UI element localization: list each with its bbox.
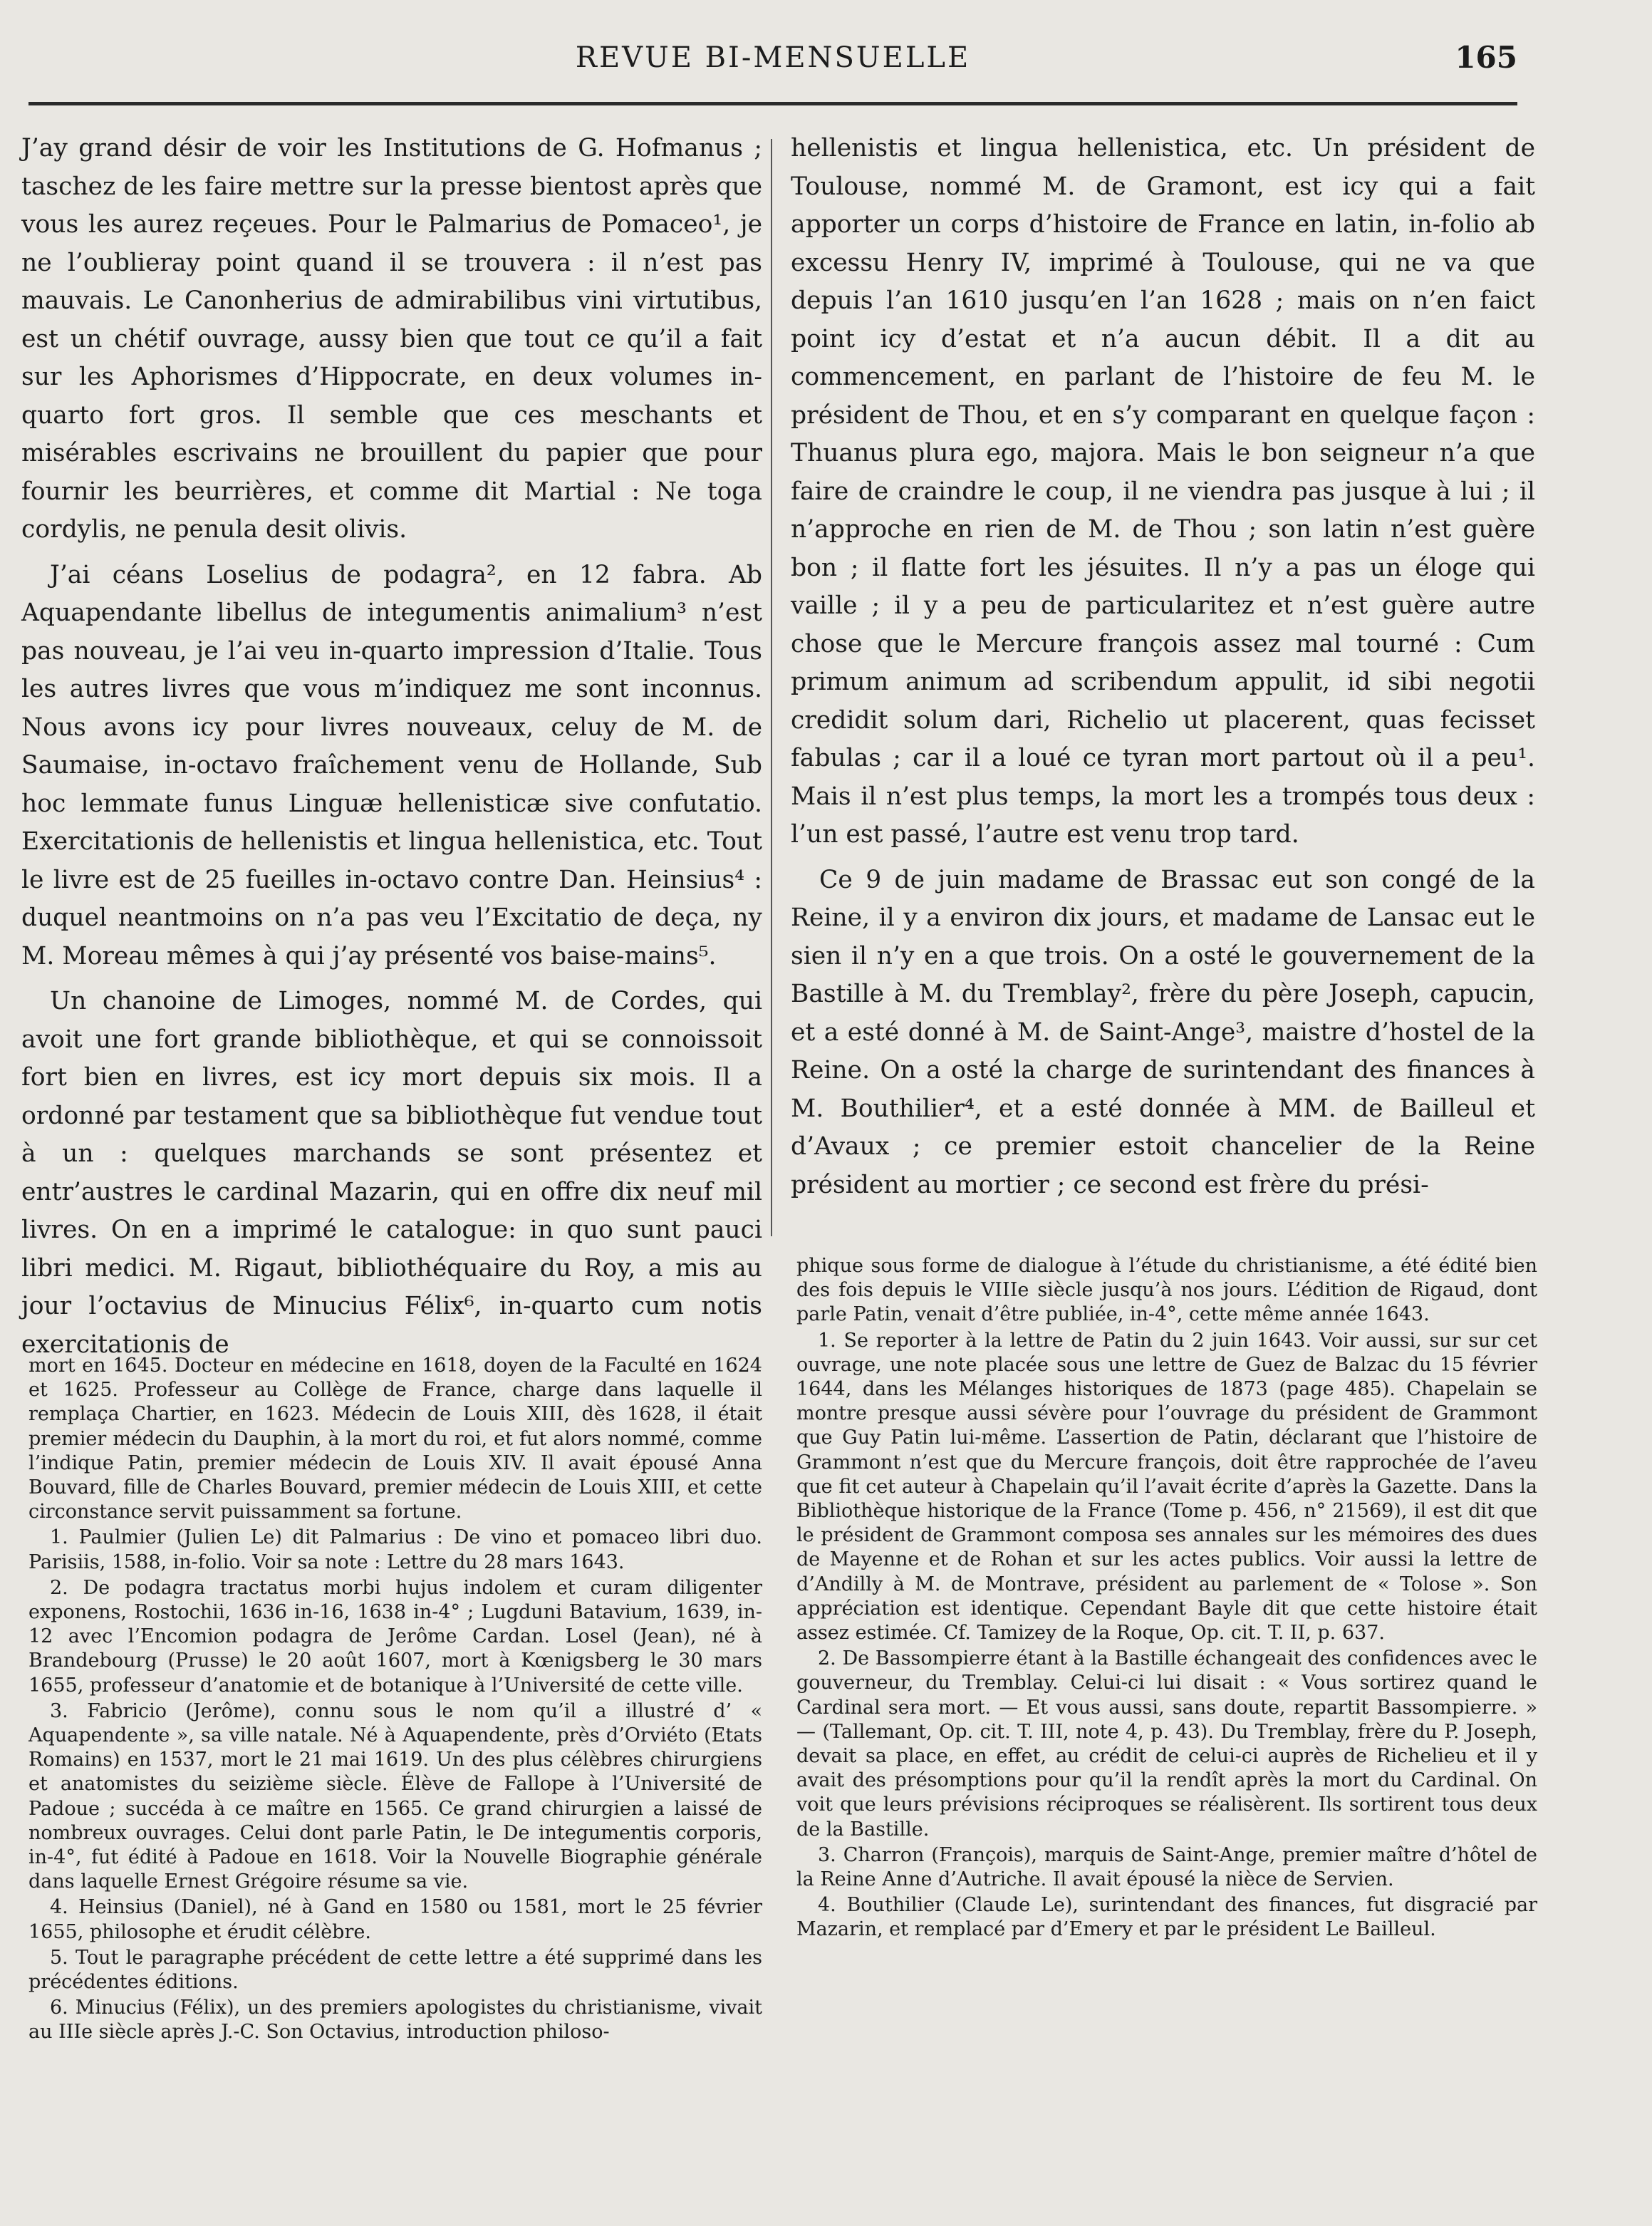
footnote: 4. Heinsius (Daniel), né à Gand en 1580 ou 1581, mort le 25 février 1655, philosophe et érudit célèbre. [28,1896,762,1943]
footnote: 2. De podagra tractatus morbi hujus indolem et curam diligenter exponens, Rostochii, 1636 in-16, 1638 in-4° ; Lugduni Batavium, 1639, in-12 avec l’Encomion podagra de Jerôme Cardan. Losel (Jean), né à Brandebourg (Prusse) le 20 août 1607, mort à Kœnigsberg le 30 mars 1655, professeur d’anatomie et de botanique à l’Université de cette ville. [28,1576,762,1697]
footnote: 5. Tout le paragraphe précédent de cette lettre a été supprimé dans les précédentes éditions. [28,1946,762,1994]
right-column [791,130,1535,1227]
footnote: 4. Bouthilier (Claude Le), surintendant des finances, fut disgracié par Mazarin, et remplacé par d’Emery et par le président Le Bailleul. [796,1894,1537,1941]
footnote: 2. De Bassompierre étant à la Bastille échangeait des confidences avec le gouverneur, du Tremblay. Celui-ci lui disait : « Vous sortirez quand le Cardinal sera mort. — Et vous aussi, sans doute, repartit Bassompierre. » — (Tallemant, Op. cit. T. III, note 4, p. 43). Du Tremblay, frère du P. Joseph, devait sa place, en effet, au crédit de celui-ci auprès de Richelieu et il y avait des présomptions pour qu’il la rendît après la mort du Cardinal. On voit que leurs prévisions réciproques se réalisèrent. Ils sortirent tous deux de la Bastille. [796,1647,1537,1841]
footnote: 1. Se reporter à la lettre de Patin du 2 juin 1643. Voir aussi, sur sur cet ouvrage, une note placée sous une lettre de Guez de Balzac du 15 février 1644, dans les Mélanges historiques de 1873 (page 485). Chapelain se montre presque aussi sévère pour l’ouvrage du président de Grammont que Guy Patin lui-même. L’assertion de Patin, déclarant que l’histoire de Grammont n’est que du Mercure françois, doit être rapprochée de l’aveu que fit cet auteur à Chapelain qu’il l’avait écrite d’après la Gazette. Dans la Bibliothèque historique de la France (Tome p. 456, n° 21569), il est dit que le président de Grammont composa ses annales sur les mémoires des dues de Mayenne et de Rohan et sur les actes publics. Voir aussi la lettre de d’Andilly à M. de Montrave, président au parlement de « Tolose ». Son appréciation est identique. Cependant Bayle dit que cette histoire était assez estimée. Cf. Tamizey de la Roque, Op. cit. T. II, p. 637. [796,1329,1537,1645]
footnotes-right [796,1254,1537,2209]
body-paragraph: Un chanoine de Limoges, nommé M. de Cordes, qui avoit une fort grande bibliothèque, et qui se connoissoit fort bien en livres, est icy mort depuis six mois. Il a ordonné par testament que sa bibliothèque fut vendue tout à un : quelques marchands se sont présentez et entr’austres le cardinal Mazarin, qui en offre dix neuf mil livres. On en a imprimé le catalogue: in quo sunt pauci libri medici. M. Rigaut, bibliothéquaire du Roy, a mis au jour l’octavius de Minucius Félix⁶, in-quarto cum notis exercitationis de [21,987,762,1359]
footnote: 6. Minucius (Félix), un des premiers apologistes du christianisme, vivait au IIIe siècle après J.-C. Son Octavius, introduction philoso- [28,1997,762,2044]
body-paragraph: J’ay grand désir de voir les Institutions de G. Hofmanus ; taschez de les faire mettre sur la presse bientost après que vous les aurez reçeues. Pour le Palmarius de Pomaceo¹, je ne l’oublieray point quand il se trouvera : il n’est pas mauvais. Le Canonherius de admirabilibus vini virtutibus, est un chétif ouvrage, aussy bien que tout ce qu’il a fait sur les Aphorismes d’Hippocrate, en deux volumes in-quarto fort gros. Il semble que ces meschants et misérables escrivains ne brouillent du papier que pour fournir les beurrières, et comme dit Martial : Ne toga cordylis, ne penula desit olivis. [21,134,762,544]
footnote: phique sous forme de dialogue à l’étude du christianisme, a été édité bien des fois depuis le VIIIe siècle jusqu’à nos jours. L’édition de Rigaud, dont parle Patin, venait d’être publiée, in-4°, cette même année 1643. [796,1255,1537,1326]
running-title: REVUE BI-MENSUELLE [575,41,971,74]
left-column [21,130,762,1359]
footnote: 1. Paulmier (Julien Le) dit Palmarius : De vino et pomaceo libri duo. Parisiis, 1588, in-folio. Voir sa note : Lettre du 28 mars 1643. [28,1526,762,1573]
footnotes-left [28,1354,762,2209]
body-paragraph: hellenistis et lingua hellenistica, etc. Un président de Toulouse, nommé M. de Gramont, est icy qui a fait apporter un corps d’histoire de France en latin, in-folio ab excessu Henry IV, imprimé à Toulouse, qui ne va que depuis l’an 1610 jusqu’en l’an 1628 ; mais on n’en faict point icy d’estat et n’a aucun débit. Il a dit au commencement, en parlant de l’histoire de feu M. le président de Thou, et en s’y comparant en quelque façon : Thuanus plura ego, majora. Mais le bon seigneur n’a que faire de craindre le coup, il ne viendra pas jusque à lui ; il n’approche en rien de M. de Thou ; son latin n’est guère bon ; il flatte fort les jésuites. Il n’y a pas un éloge qui vaille ; il y a peu de particularitez et n’est guère autre chose que le Mercure françois assez mal tourné : Cum primum animum ad scribendum appulit, id sibi negotii credidit solum dari, Richelio ut placerent, quas fecisset fabulas ; car il a loué ce tyran mort partout où il a peu¹. Mais il n’est plus temps, la mort les a trompés tous deux : l’un est passé, l’autre est venu trop tard. [791,134,1535,849]
footnote: 3. Fabricio (Jerôme), connu sous le nom qu’il a illustré d’ « Aquapendente », sa ville natale. Né à Aquapendente, près d’Orviéto (Etats Romains) en 1537, mort le 21 mai 1619. Un des plus célèbres chirurgiens et anatomistes du seizième siècle. Élève de Fallope à l’Université de Padoue ; succéda à ce maître en 1565. Ce grand chirurgien a laissé de nombreux ouvrages. Celui dont parle Patin, le De integumentis corporis, in-4°, fut édité à Padoue en 1618. Voir la Nouvelle Biographie générale dans laquelle Ernest Grégoire résume sa vie. [28,1699,762,1893]
page-number: 165 [1455,40,1517,75]
footnote: 3. Charron (François), marquis de Saint-Ange, premier maître d’hôtel de la Reine Anne d’Autriche. Il avait épousé la nièce de Servien. [796,1843,1537,1891]
body-paragraph: J’ai céans Loselius de podagra², en 12 fabra. Ab Aquapendante libellus de integumentis animalium³ n’est pas nouveau, je l’ai veu in-quarto impression d’Italie. Tous les autres livres que vous m’indiquez me sont inconnus. Nous avons icy pour livres nouveaux, celuy de M. de Saumaise, in-octavo fraîchement venu de Hollande, Sub hoc lemmate funus Linguæ hellenisticæ sive confutatio. Exercitationis de hellenistis et lingua hellenistica, etc. Tout le livre est de 25 fueilles in-octavo contre Dan. Heinsius⁴ : duquel neantmoins on n’a pas veu l’Excitatio de deça, ny M. Moreau mêmes à qui j’ay présenté vos baise-mains⁵. [21,560,762,970]
body-paragraph: Ce 9 de juin madame de Brassac eut son congé de la Reine, il y a environ dix jours, et madame de Lansac eut le sien il n’y en a que trois. On a osté le gouvernement de la Bastille à M. du Tremblay², frère du père Joseph, capucin, et a esté donné à M. de Saint-Ange³, maistre d’hostel de la Reine. On a osté la charge de surintendant des finances à M. Bouthilier⁴, et a esté donnée à MM. de Bailleul et d’Avaux ; ce premier estoit chancelier de la Reine président au mortier ; ce second est frère du prési- [791,865,1535,1199]
column-divider [771,139,772,1236]
page-header [28,36,1517,86]
header-rule [28,102,1517,105]
footnote: mort en 1645. Docteur en médecine en 1618, doyen de la Faculté en 1624 et 1625. Professeur au Collège de France, charge dans laquelle il remplaça Chartier, en 1623. Médecin de Louis XIII, dès 1628, il était premier médecin du Dauphin, à la mort du roi, et fut alors nommé, comme l’indique Patin, premier médecin de Louis XIV. Il avait épousé Anna Bouvard, fille de Charles Bouvard, premier médecin de Louis XIII, et cette circonstance servit puissamment sa fortune. [28,1355,762,1523]
